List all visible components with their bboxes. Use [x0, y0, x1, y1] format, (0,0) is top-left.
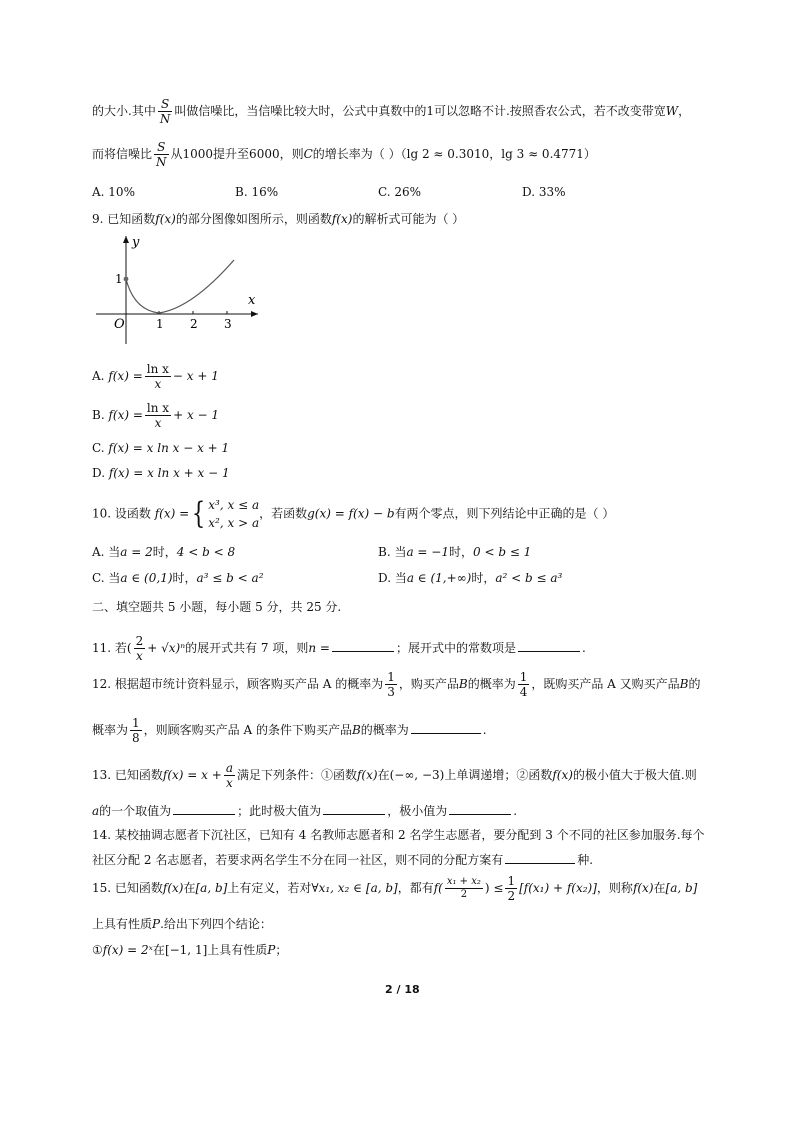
interval: (−∞, −3) [389, 768, 445, 782]
q14-line2 [92, 851, 593, 868]
interval: [−1, 1] [164, 943, 208, 957]
var-C: C [303, 147, 313, 161]
var-n: n = [308, 641, 330, 655]
fx: f(x) [155, 212, 176, 226]
frac-num: x₁ + x₂ [446, 876, 481, 887]
q11-c: ；展开式中的常数项是 [395, 641, 516, 655]
opt-a: D. 当 [378, 571, 407, 585]
fx: f(x) [331, 212, 353, 226]
q8-line1-text-d: ， [678, 104, 691, 118]
q14-a: 社区分配 2 名志愿者，若要求两名学生不分在同一社区，则不同的分配方案有 [92, 853, 504, 867]
q11-expr-rest: + √x)ⁿ [147, 641, 186, 655]
q15-l2-a: 上具有性质 [92, 917, 153, 931]
lg3-approx: lg 3 ≈ 0.4771 [501, 147, 584, 161]
q10-option-a[interactable] [92, 543, 235, 560]
frac-num: S [158, 97, 173, 112]
q12-l2-c: 的概率为 [360, 723, 409, 737]
q9-stem-c: 的解析式可能为（ ） [352, 212, 465, 226]
q12-l2-b: ，则顾客购买产品 A 的条件下购买产品 [143, 723, 352, 737]
q15-c: 上有定义，若对 [227, 881, 312, 895]
q13-c: 在 [377, 768, 390, 782]
q8-line2-text-b: 从1000提升至6000，则 [170, 147, 304, 161]
opt-cond: a = 2 [120, 545, 153, 559]
lg2-approx: lg 2 ≈ 0.3010 [406, 147, 490, 161]
frac-den: 3 [387, 685, 395, 699]
interval: [a, b] [665, 881, 698, 895]
q12-line1 [92, 670, 700, 699]
q15-a: 15. 已知函数 [92, 881, 163, 895]
frac-den: x [154, 416, 162, 430]
frac-num: 2 [135, 634, 144, 648]
x-tick-label-3: 3 [224, 317, 232, 331]
lhs-close: ) ≤ [484, 881, 504, 895]
product-b: B [458, 677, 468, 691]
q8-line2-close: ） [583, 147, 596, 161]
opt-cond: a ∈ (0,1) [120, 571, 173, 585]
frac-num: 1 [507, 874, 516, 888]
frac-den: N [156, 155, 167, 169]
opt-b: 时， [448, 545, 473, 559]
q8-option-c[interactable]: C. 26% [378, 185, 422, 199]
q13-b: 满足下列条件：①函数 [236, 768, 357, 782]
q15-d: ，都有 [397, 881, 434, 895]
property-p: P [152, 917, 161, 931]
q13-l2-d: . [513, 804, 518, 818]
q10-stem-c: 有两个零点，则下列结论中正确的是（ ） [394, 506, 615, 521]
gx-def: g(x) = f(x) − b [307, 506, 395, 521]
lhs-open: f( [433, 881, 443, 895]
q9-stem-b: 的部分图像如图所示，则函数 [175, 212, 332, 226]
q9-option-c[interactable] [92, 441, 229, 455]
q12-l2-a: 概率为 [92, 723, 129, 737]
y-tick-1: 1 [115, 272, 123, 286]
q8-line2-comma: ， [489, 147, 502, 161]
q14-line1: 14. 某校抽调志愿者下沉社区，已知有 4 名教师志愿者和 2 名学生志愿者，要分配到 3 个不同的社区参加服务.每个 [92, 828, 705, 842]
opt-a: A. 当 [92, 545, 121, 559]
rhs: [f(x₁) + f(x₂)] [519, 881, 597, 895]
ln-over-x-fraction [145, 362, 171, 391]
q15-b: 在 [183, 881, 196, 895]
function-curve [126, 260, 234, 313]
q8-option-b[interactable]: B. 16% [235, 185, 279, 199]
q11-answer-blank-2[interactable] [518, 639, 580, 652]
section-heading: 二、填空题共 5 小题，每小题 5 分，共 25 分. [92, 600, 342, 614]
page-number: 2 / 18 [385, 983, 420, 996]
frac-num: ln x [146, 401, 170, 415]
q13-answer-blank-2[interactable] [323, 802, 385, 815]
q13-e: 的极小值大于极大值.则 [572, 768, 697, 782]
q11 [92, 634, 586, 663]
q9-option-a[interactable] [92, 362, 219, 391]
fx-expr: f(x) = 2ˣ [102, 943, 153, 957]
product-b: B [351, 723, 361, 737]
q10-stem [92, 496, 614, 532]
frac-den: x [226, 776, 233, 790]
q8-line1-text-b: 叫做信噪比，当信噪比较大时，公式中真数中的1可以忽略不计.按照香农公式，若不改变带宽 [174, 104, 666, 118]
q8-snr-fraction [158, 97, 173, 126]
opt-rest: + x − 1 [173, 408, 220, 422]
x-axis-label: x [248, 293, 256, 308]
q12-e: 的 [688, 677, 701, 691]
q9-stem [92, 210, 464, 227]
opt-text: f(x) = x ln x − x + 1 [108, 441, 230, 455]
q15-l3-c: 上具有性质 [207, 943, 268, 957]
var-W: W [665, 104, 679, 118]
q11-b: 的展开式共有 7 项，则 [185, 641, 309, 655]
q11-answer-blank-1[interactable] [332, 639, 394, 652]
q10-option-b[interactable] [378, 543, 531, 560]
frac-den: 2 [507, 889, 516, 903]
one-quarter-fraction [518, 670, 530, 699]
frac-num: 1 [132, 716, 140, 730]
fx: f(x) [552, 768, 573, 782]
q10-option-c[interactable] [92, 569, 264, 586]
frac-den: x [154, 377, 162, 391]
opt-a: B. 当 [378, 545, 407, 559]
q12-b: ，购买产品 [398, 677, 459, 691]
origin-label: O [114, 317, 125, 332]
frac-num: ln x [146, 362, 169, 376]
case-1: x³, x ≤ a [208, 498, 260, 512]
q12-answer-blank[interactable] [411, 721, 481, 734]
q15-l3-d: ； [275, 943, 288, 957]
q13-l2-a: 的一个取值为 [99, 804, 172, 818]
opt-label: D. [92, 466, 106, 480]
q8-line2 [92, 140, 596, 169]
opt-lhs: f(x) = [108, 408, 143, 422]
q13-answer-blank-3[interactable] [449, 802, 511, 815]
two-over-x-fraction [134, 634, 146, 663]
frac-den: 4 [519, 685, 528, 699]
opt-label: C. [92, 441, 105, 455]
opt-b: 时， [172, 571, 197, 585]
y-axis-label: y [132, 235, 140, 250]
one-half-fraction [505, 874, 517, 903]
q13-a: 13. 已知函数 [92, 768, 163, 782]
q9-option-b[interactable] [92, 401, 219, 430]
q12-c: 的概率为 [467, 677, 516, 691]
q9-function-graph [92, 232, 264, 350]
interval: [a, b] [195, 881, 228, 895]
q12-line2 [92, 716, 487, 745]
x-axis-arrow [251, 311, 258, 317]
frac-num: S [154, 140, 169, 155]
q15-e: ，则称 [596, 881, 633, 895]
q12-l2-d: . [482, 723, 487, 737]
case-2: x², x > a [208, 516, 260, 530]
opt-text: f(x) = x ln x + x − 1 [108, 466, 230, 480]
q10-stem-a: 10. 设函数 [92, 506, 151, 521]
frac-den: 2 [460, 889, 468, 900]
q11-a: 11. 若 [92, 641, 127, 655]
fx-def: f(x) = x + [162, 768, 222, 782]
opt-res: a³ ≤ b < a² [196, 571, 264, 585]
q9-option-d[interactable] [92, 466, 230, 480]
midpoint-fraction [445, 876, 483, 901]
q8-line1 [92, 97, 690, 126]
one-third-fraction [385, 670, 397, 699]
q15-line2 [92, 915, 272, 932]
one-eighth-fraction [130, 716, 142, 745]
q14-b: 种. [577, 853, 594, 867]
frac-den: x [136, 649, 143, 663]
fx-def: f(x) = [154, 506, 190, 521]
q8-line2-text-d: 的增长率为（ ）（ [312, 147, 407, 161]
y-intercept-point [124, 277, 129, 282]
q15-line3 [92, 941, 287, 958]
opt-label: B. [92, 408, 105, 422]
q11-d: . [581, 641, 586, 655]
q12-a: 12. 根据超市统计资料显示，顾客购买产品 A 的概率为 [92, 677, 384, 691]
q15-l3-b: 在 [152, 943, 165, 957]
frac-num: 1 [387, 670, 395, 684]
fx: f(x) [632, 881, 654, 895]
opt-cond: a ∈ (1,+∞) [406, 571, 472, 585]
q8-option-d[interactable]: D. 33% [522, 185, 566, 199]
q13-l2-b: ；此时极大值为 [237, 804, 322, 818]
q13-line1 [92, 761, 697, 790]
q8-option-a[interactable]: A. 10% [92, 185, 135, 199]
q15-l3-a: ① [92, 943, 103, 957]
q10-option-d[interactable] [378, 569, 562, 586]
x-tick-label-1: 1 [156, 317, 164, 331]
q8-line2-text-a: 而将信噪比 [92, 147, 153, 161]
q15-line1 [92, 874, 697, 903]
q13-line2 [92, 802, 517, 819]
opt-res: 4 < b < 8 [176, 545, 236, 559]
q13-answer-blank-1[interactable] [173, 802, 235, 815]
opt-res: 0 < b ≤ 1 [473, 545, 532, 559]
y-axis-arrow [123, 236, 129, 243]
opt-lhs: f(x) = [108, 369, 143, 383]
q13-d: 上单调递增；②函数 [444, 768, 553, 782]
opt-b: 时， [471, 571, 496, 585]
a-over-x-fraction [224, 761, 235, 790]
frac-num: 1 [519, 670, 528, 684]
q14-answer-blank[interactable] [505, 851, 575, 864]
var-a: a [92, 804, 100, 818]
fx: f(x) [162, 881, 184, 895]
fx: f(x) [356, 768, 378, 782]
ln-over-x-fraction [145, 401, 171, 430]
q11-paren-open: ( [126, 641, 132, 655]
opt-b: 时， [152, 545, 177, 559]
q8-snr-fraction-2 [154, 140, 169, 169]
q10-stem-b: ，若函数 [259, 506, 308, 521]
q9-stem-a: 9. 已知函数 [92, 212, 156, 226]
opt-res: a² < b ≤ a³ [495, 571, 563, 585]
q15-f: 在 [653, 881, 666, 895]
piecewise-cases [208, 496, 259, 532]
q13-l2-c: ，极小值为 [387, 804, 448, 818]
left-brace-icon: { [192, 496, 206, 531]
x-tick-label-2: 2 [190, 317, 198, 331]
forall-expr: ∀x₁, x₂ ∈ [a, b] [311, 881, 398, 895]
q8-line1-text-a: 的大小.其中 [92, 104, 156, 118]
opt-label: A. [92, 369, 105, 383]
opt-a: C. 当 [92, 571, 121, 585]
opt-rest: − x + 1 [172, 369, 219, 383]
frac-num: a [225, 761, 233, 775]
frac-den: N [159, 112, 171, 126]
property-p: P [267, 943, 276, 957]
q15-l2-b: .给出下列四个结论： [160, 917, 272, 931]
frac-den: 8 [132, 731, 140, 745]
q12-d: ，既购买产品 A 又购买产品 [531, 677, 680, 691]
opt-cond: a = −1 [406, 545, 449, 559]
product-b: B [679, 677, 689, 691]
